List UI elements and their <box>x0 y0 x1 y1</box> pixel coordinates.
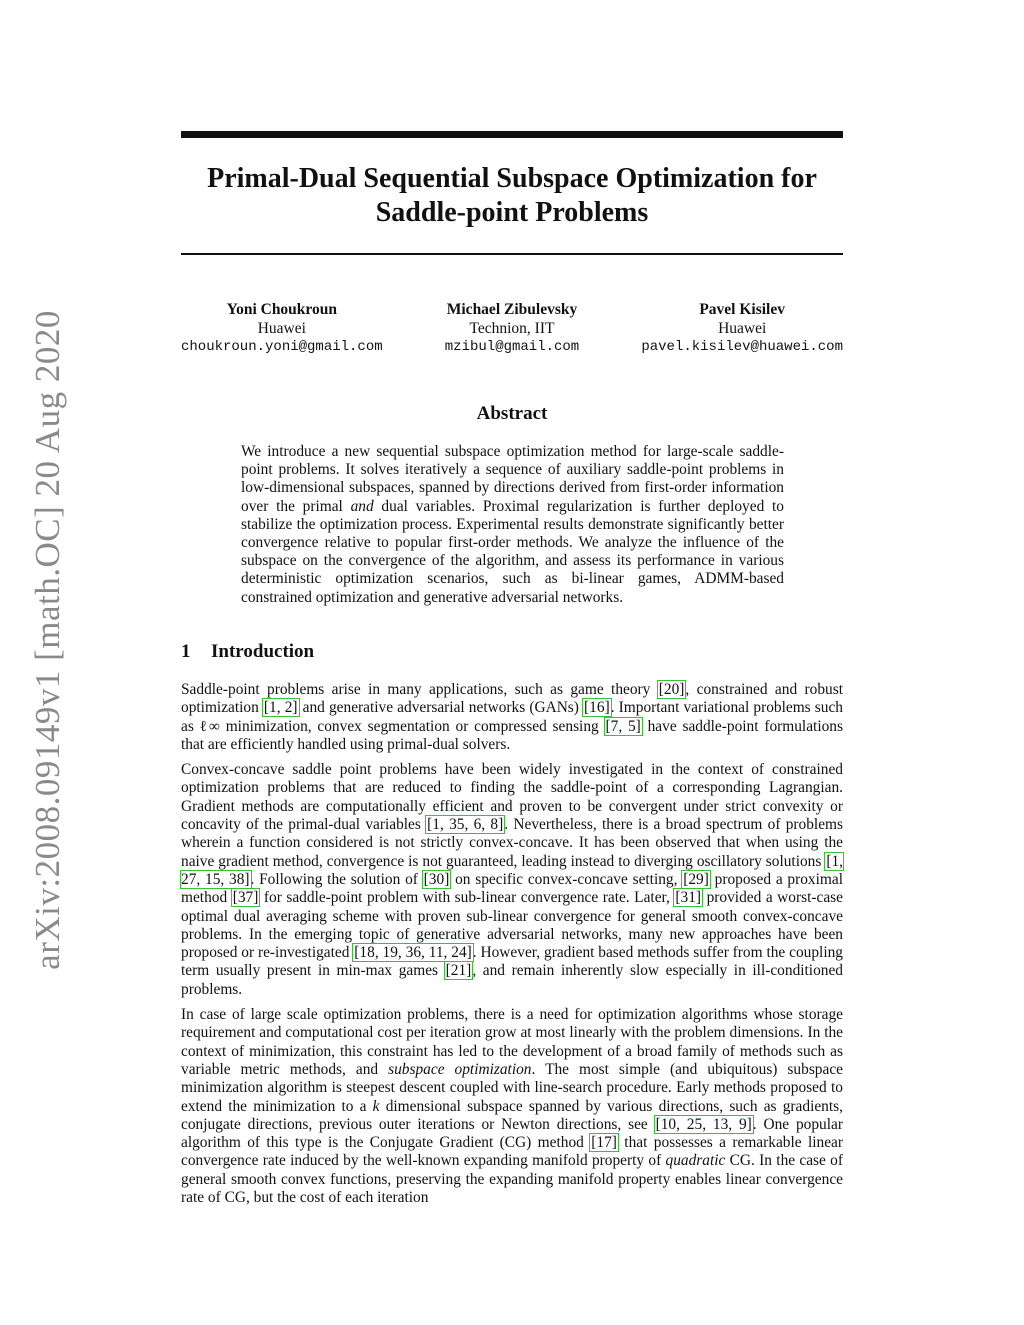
title-line-1: Primal-Dual Sequential Subspace Optimization for <box>207 163 817 194</box>
title-bottom-rule <box>181 253 843 255</box>
emphasis: quadratic <box>665 1152 726 1170</box>
author-affiliation: Huawei <box>257 320 306 337</box>
paragraph-1: Saddle-point problems arise in many applications, such as game theory [20], constrained and robust optimization [1, 2] and generative adversarial networks (GANs) [16]. Important variational problems such as ℓ∞ minimization, convex segmentation or compressed sensing [7, 5] have saddle-point formulations that are efficiently handled using primal-dual solvers. <box>181 681 844 753</box>
author-email[interactable]: pavel.kisilev@huawei.com <box>641 339 843 355</box>
author-name: Michael Zibulevsky <box>446 301 578 318</box>
citation-link[interactable]: [37] <box>232 889 259 907</box>
paragraph-3: In case of large scale optimization problems, there is a need for optimization algorithms whose storage requirement and computational cost per iteration grow at most linearly with the problem dimensions. In the context of minimization, this constraint has led to the development of a broad family of methods such as variable metric methods, and subspace optimization. The most simple (and ubiquitous) subspace minimization algorithm is steepest descent coupled with line-search procedure. Early methods proposed to extend the minimization to a k dimensional subspace spanned by various directions, such as gradients, conjugate directions, previous outer iterations or Newton directions, see [10, 25, 13, 9]. One popular algorithm of this type is the Conjugate Gradient (CG) method [17] that possesses a remarkable linear convergence rate induced by the well-known expanding manifold property of quadratic CG. In the case of general smooth convex functions, preserving the expanding manifold property enables linear convergence rate of CG, but the cost of each iteration <box>181 1006 843 1207</box>
introduction-body <box>181 681 843 1214</box>
citation-link[interactable]: [18, 19, 36, 11, 24] <box>354 944 472 962</box>
math-variable: k <box>372 1097 380 1115</box>
citation-link[interactable]: [1, 27, 15, 38] <box>181 852 843 888</box>
citation-link[interactable]: [16] <box>584 699 610 717</box>
author-name: Pavel Kisilev <box>699 301 785 318</box>
section-heading-introduction <box>181 641 314 663</box>
author-block <box>181 300 843 357</box>
author-2 <box>445 300 579 357</box>
author-affiliation: Technion, IIT <box>469 320 555 337</box>
author-email[interactable]: choukroun.yoni@gmail.com <box>181 339 383 355</box>
author-email[interactable]: mzibul@gmail.com <box>444 339 580 355</box>
citation-link[interactable]: [31] <box>675 889 702 907</box>
author-affiliation: Huawei <box>718 320 767 337</box>
paragraph-2: Convex-concave saddle point problems have been widely investigated in the context of constrained optimization problems that are reduced to finding the saddle-point of a corresponding Lagrangian. Gradient methods are computationally efficient and proven to be convergent under strict convexity or concavity of the primal-dual variables [1, 35, 6, 8]. Nevertheless, there is a broad spectrum of problems wherein a function considered is not strictly convex-concave. It has been observed that when using the naive gradient method, convergence is not guaranteed, leading instead to diverging oscillatory solutions [1, 27, 15, 38]. Following the solution of [30] on specific convex-concave setting, [29] proposed a proximal method [37] for saddle-point problem with sub-linear convergence rate. Later, [31] provided a worst-case optimal dual averaging scheme with proven sub-linear convergence for general smooth convex-concave problems. In the emerging topic of generative adversarial networks, many new approaches have been proposed or re-investigated [18, 19, 36, 11, 24]. However, gradient based methods suffer from the coupling term usually present in min-max games [21], and remain inherently slow especially in ill-conditioned problems. <box>181 761 844 998</box>
citation-link[interactable]: [1, 35, 6, 8] <box>427 816 504 834</box>
citation-link[interactable]: [1, 2] <box>263 699 298 717</box>
paper-title <box>181 162 843 230</box>
arxiv-sidebar <box>24 310 72 970</box>
author-name: Yoni Choukroun <box>226 301 338 318</box>
title-line-2: Saddle-point Problems <box>375 197 649 228</box>
section-number: 1 <box>181 641 191 662</box>
citation-link[interactable]: [30] <box>423 870 450 888</box>
citation-link[interactable]: [21] <box>445 962 472 980</box>
abstract-text: We introduce a new sequential subspace optimization method for large-scale saddle-point problems. It solves iteratively a sequence of auxiliary saddle-point problems in low-dimensional subspaces, spanned by directions derived from first-order information over the primal and dual variables. Proximal regularization is further deployed to stabilize the optimization process. Experimental results demonstrate significantly better convergence relative to popular first-order methods. We analyze the influence of the subspace on the convergence of the algorithm, and assess its performance in various deterministic optimization scenarios, such as bi-linear games, ADMM-based constrained optimization and generative adversarial networks. <box>241 443 784 606</box>
arxiv-identifier[interactable]: arXiv:2008.09149v1 [math.OC] 20 Aug 2020 <box>28 310 67 970</box>
citation-link[interactable]: [29] <box>683 870 709 888</box>
author-1 <box>181 300 383 357</box>
emphasis: subspace optimization <box>388 1060 532 1078</box>
citation-link[interactable]: [17] <box>591 1134 617 1152</box>
citation-link[interactable]: [20] <box>658 681 685 698</box>
citation-link[interactable]: [7, 5] <box>605 717 641 735</box>
emphasis: and <box>350 497 374 515</box>
abstract-heading: Abstract <box>476 403 548 424</box>
author-3 <box>641 300 843 357</box>
section-title: Introduction <box>211 641 315 662</box>
title-top-rule <box>181 131 843 138</box>
citation-link[interactable]: [10, 25, 13, 9] <box>655 1115 752 1133</box>
